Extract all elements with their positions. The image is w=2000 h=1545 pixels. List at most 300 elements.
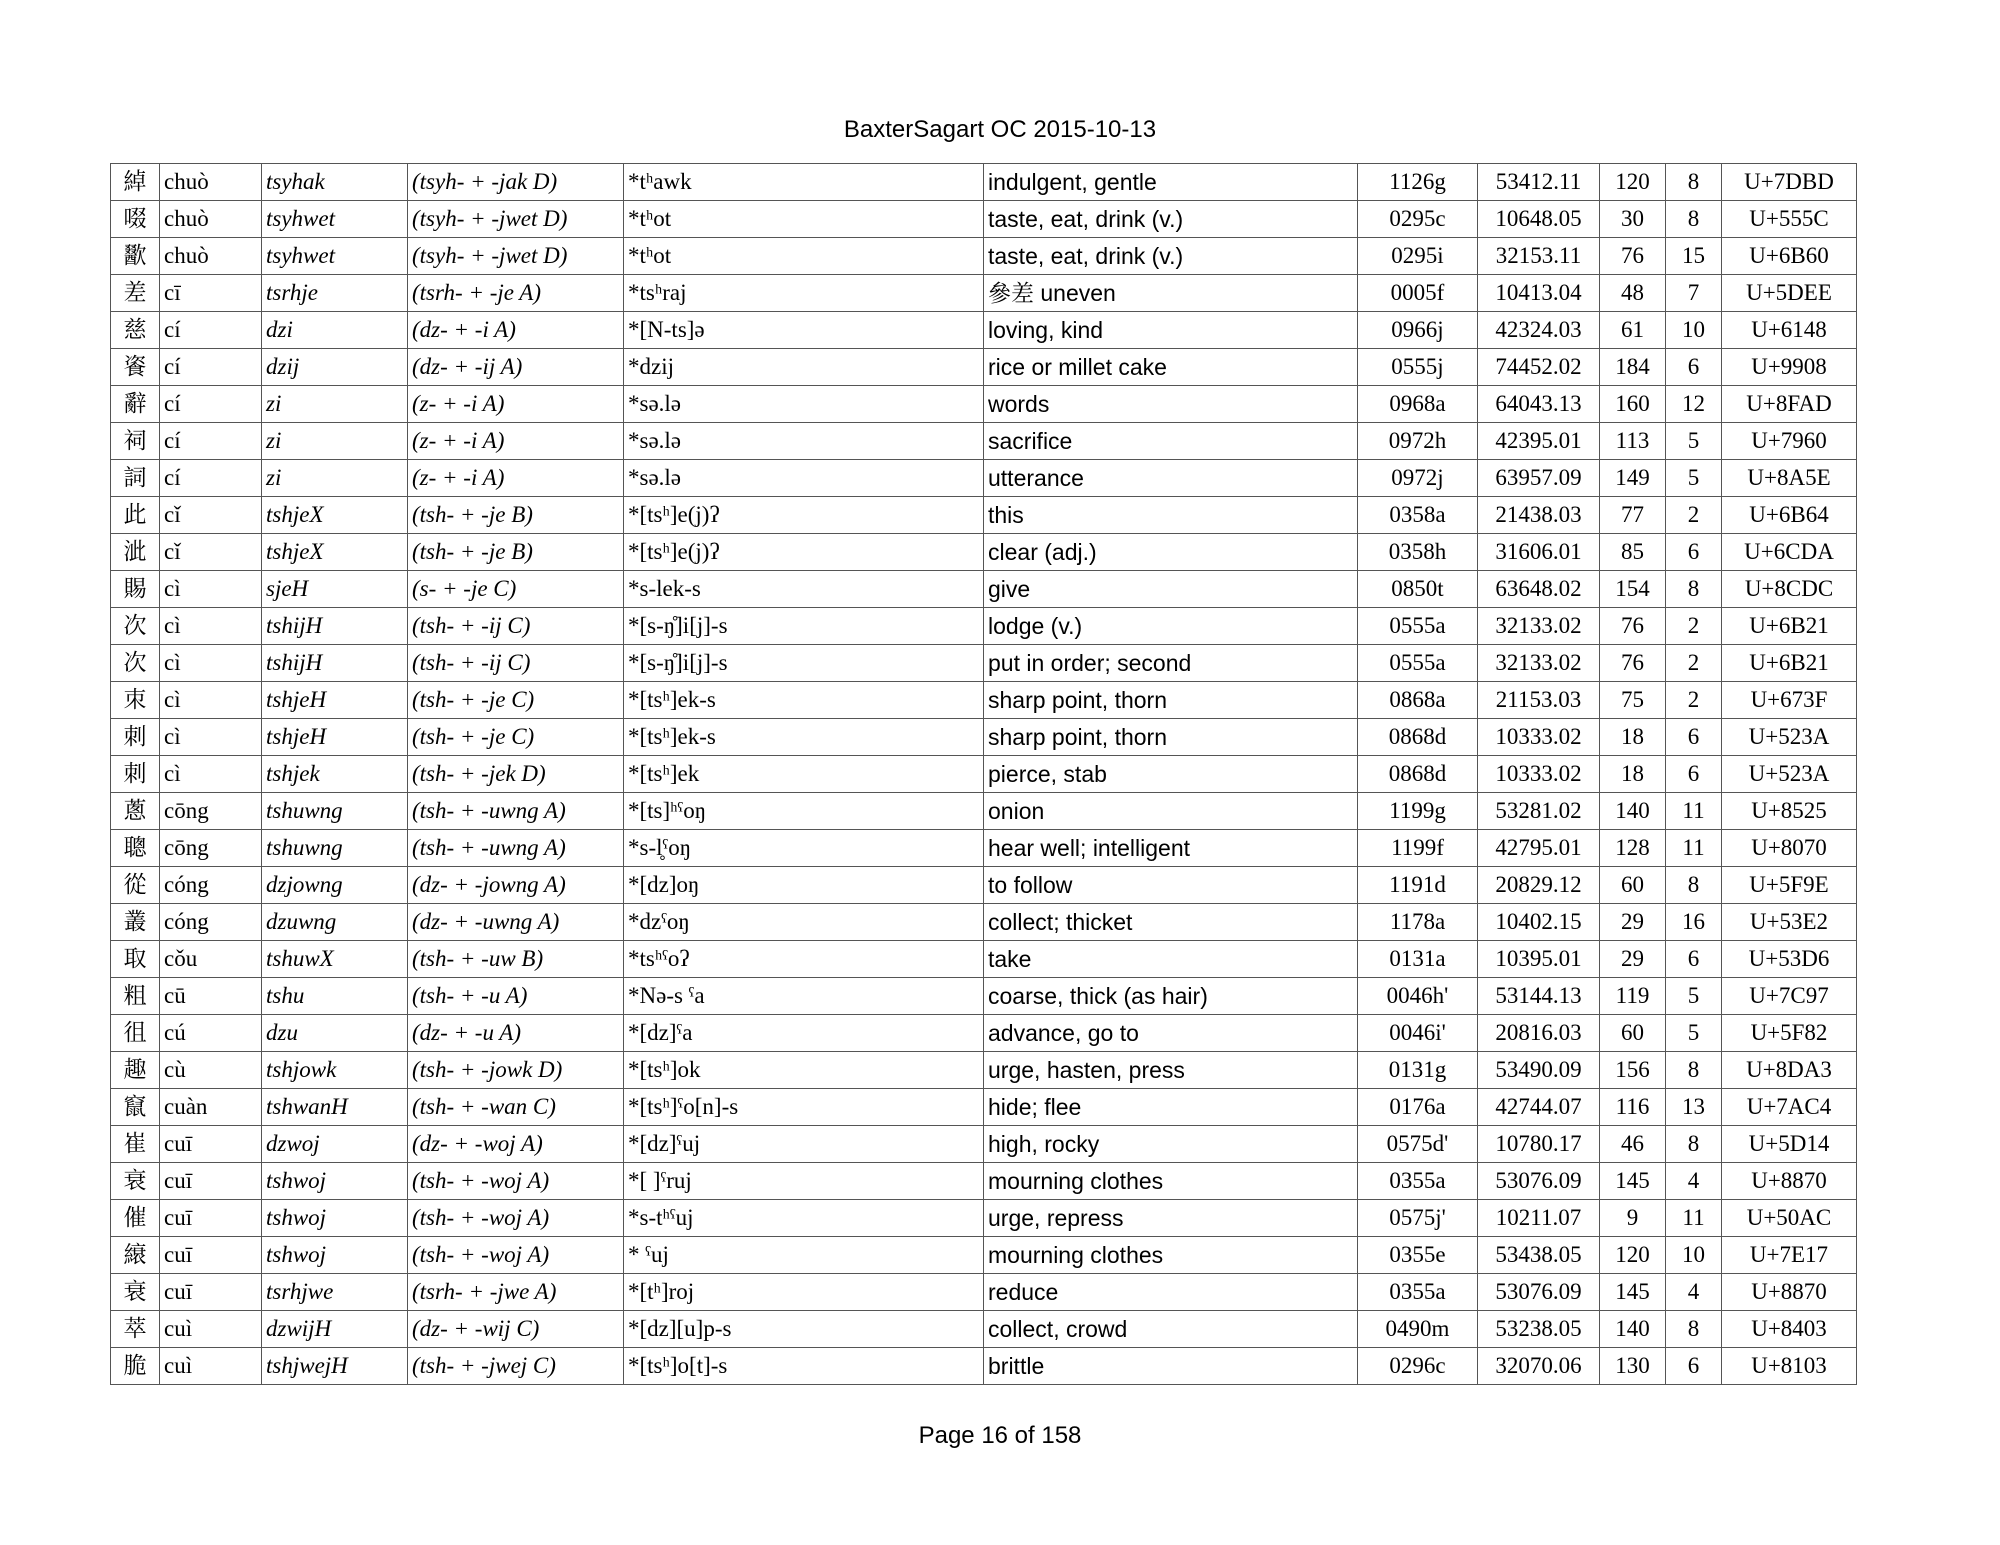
old-chinese-cell: *[tsʰ]ek-s: [624, 719, 984, 756]
radical-cell: 29: [1600, 941, 1666, 978]
mc-analysis-cell: (tsyh- + -jwet D): [408, 201, 624, 238]
pinyin-cell: chuò: [160, 201, 262, 238]
table-row: [111, 867, 1857, 904]
old-chinese-cell: *[tsʰ]o[t]-s: [624, 1348, 984, 1385]
pinyin-cell: cī: [160, 275, 262, 312]
table-row: [111, 1126, 1857, 1163]
character-cell: 催: [111, 1200, 160, 1237]
dictionary-ref-cell: 53281.02: [1478, 793, 1600, 830]
old-chinese-cell: * ˤuj: [624, 1237, 984, 1274]
old-chinese-cell: *s-l̥ˤoŋ: [624, 830, 984, 867]
gsr-cell: 0555a: [1358, 645, 1478, 682]
dictionary-ref-cell: 53076.09: [1478, 1274, 1600, 1311]
table-row: [111, 1200, 1857, 1237]
gsr-cell: 0131a: [1358, 941, 1478, 978]
table-row: [111, 1274, 1857, 1311]
old-chinese-cell: *[dz]oŋ: [624, 867, 984, 904]
dictionary-ref-cell: 10648.05: [1478, 201, 1600, 238]
table-row: [111, 571, 1857, 608]
dictionary-ref-cell: 53490.09: [1478, 1052, 1600, 1089]
gsr-cell: 0490m: [1358, 1311, 1478, 1348]
old-chinese-cell: *sə.lə: [624, 423, 984, 460]
pinyin-cell: cuì: [160, 1311, 262, 1348]
middle-chinese-cell: dzi: [262, 312, 408, 349]
pinyin-cell: cí: [160, 423, 262, 460]
stroke-count-cell: 6: [1666, 719, 1722, 756]
middle-chinese-cell: dzij: [262, 349, 408, 386]
gsr-cell: 1126g: [1358, 164, 1478, 201]
gloss-cell: utterance: [984, 460, 1358, 497]
stroke-count-cell: 16: [1666, 904, 1722, 941]
table-row: [111, 645, 1857, 682]
mc-analysis-cell: (tsh- + -wan C): [408, 1089, 624, 1126]
radical-cell: 145: [1600, 1163, 1666, 1200]
unicode-cell: U+8DA3: [1722, 1052, 1857, 1089]
pinyin-cell: cǐ: [160, 497, 262, 534]
pinyin-cell: cū: [160, 978, 262, 1015]
middle-chinese-cell: zi: [262, 423, 408, 460]
mc-analysis-cell: (tsh- + -woj A): [408, 1237, 624, 1274]
middle-chinese-cell: dzwijH: [262, 1311, 408, 1348]
dictionary-ref-cell: 20816.03: [1478, 1015, 1600, 1052]
table-row: [111, 978, 1857, 1015]
pinyin-cell: chuò: [160, 164, 262, 201]
gloss-cell: this: [984, 497, 1358, 534]
middle-chinese-cell: tshuwX: [262, 941, 408, 978]
old-chinese-cell: *sə.lə: [624, 460, 984, 497]
gsr-cell: 1191d: [1358, 867, 1478, 904]
middle-chinese-cell: tshwoj: [262, 1237, 408, 1274]
middle-chinese-cell: tshjeH: [262, 719, 408, 756]
gsr-cell: 0176a: [1358, 1089, 1478, 1126]
gloss-cell: sharp point, thorn: [984, 719, 1358, 756]
stroke-count-cell: 8: [1666, 1052, 1722, 1089]
dictionary-ref-cell: 42324.03: [1478, 312, 1600, 349]
stroke-count-cell: 6: [1666, 756, 1722, 793]
middle-chinese-cell: tshuwng: [262, 793, 408, 830]
dictionary-ref-cell: 63648.02: [1478, 571, 1600, 608]
gsr-cell: 0296c: [1358, 1348, 1478, 1385]
mc-analysis-cell: (s- + -je C): [408, 571, 624, 608]
stroke-count-cell: 10: [1666, 1237, 1722, 1274]
character-cell: 啜: [111, 201, 160, 238]
page-title: BaxterSagart OC 2015-10-13: [843, 116, 1157, 143]
unicode-cell: U+6B64: [1722, 497, 1857, 534]
stroke-count-cell: 4: [1666, 1163, 1722, 1200]
character-cell: 衰: [111, 1274, 160, 1311]
mc-analysis-cell: (dz- + -i A): [408, 312, 624, 349]
stroke-count-cell: 8: [1666, 1126, 1722, 1163]
unicode-cell: U+8870: [1722, 1274, 1857, 1311]
stroke-count-cell: 11: [1666, 830, 1722, 867]
dictionary-ref-cell: 21153.03: [1478, 682, 1600, 719]
table-row: [111, 497, 1857, 534]
mc-analysis-cell: (tsh- + -u A): [408, 978, 624, 1015]
dictionary-ref-cell: 42795.01: [1478, 830, 1600, 867]
mc-analysis-cell: (tsh- + -woj A): [408, 1200, 624, 1237]
old-chinese-cell: *[dz][u]p-s: [624, 1311, 984, 1348]
character-cell: 刺: [111, 719, 160, 756]
unicode-cell: U+8403: [1722, 1311, 1857, 1348]
dictionary-ref-cell: 53238.05: [1478, 1311, 1600, 1348]
gsr-cell: 0358h: [1358, 534, 1478, 571]
gloss-cell: rice or millet cake: [984, 349, 1358, 386]
middle-chinese-cell: tsyhwet: [262, 238, 408, 275]
gloss-cell: taste, eat, drink (v.): [984, 201, 1358, 238]
character-cell: 縗: [111, 1237, 160, 1274]
gsr-cell: 1199g: [1358, 793, 1478, 830]
middle-chinese-cell: tshwoj: [262, 1200, 408, 1237]
gloss-cell: collect, crowd: [984, 1311, 1358, 1348]
old-chinese-cell: *sə.lə: [624, 386, 984, 423]
gloss-cell: high, rocky: [984, 1126, 1358, 1163]
mc-analysis-cell: (dz- + -wij C): [408, 1311, 624, 1348]
table-row: [111, 164, 1857, 201]
mc-analysis-cell: (tsh- + -je C): [408, 682, 624, 719]
pinyin-cell: cóng: [160, 867, 262, 904]
table-row: [111, 1348, 1857, 1385]
gloss-cell: take: [984, 941, 1358, 978]
stroke-count-cell: 4: [1666, 1274, 1722, 1311]
middle-chinese-cell: tshjeX: [262, 534, 408, 571]
stroke-count-cell: 6: [1666, 1348, 1722, 1385]
dictionary-ref-cell: 53412.11: [1478, 164, 1600, 201]
gsr-cell: 0295c: [1358, 201, 1478, 238]
gsr-cell: 0355a: [1358, 1274, 1478, 1311]
radical-cell: 60: [1600, 867, 1666, 904]
mc-analysis-cell: (tsh- + -uw B): [408, 941, 624, 978]
unicode-cell: U+7E17: [1722, 1237, 1857, 1274]
gsr-cell: 0555j: [1358, 349, 1478, 386]
old-chinese-cell: *s-tʰˤuj: [624, 1200, 984, 1237]
radical-cell: 61: [1600, 312, 1666, 349]
table-row: [111, 830, 1857, 867]
unicode-cell: U+523A: [1722, 756, 1857, 793]
middle-chinese-cell: tshjwejH: [262, 1348, 408, 1385]
old-chinese-cell: *Nə-s ˤa: [624, 978, 984, 1015]
gloss-cell: lodge (v.): [984, 608, 1358, 645]
mc-analysis-cell: (tsh- + -je B): [408, 534, 624, 571]
radical-cell: 130: [1600, 1348, 1666, 1385]
stroke-count-cell: 8: [1666, 571, 1722, 608]
gloss-cell: hide; flee: [984, 1089, 1358, 1126]
old-chinese-cell: *[tsʰ]ek-s: [624, 682, 984, 719]
stroke-count-cell: 2: [1666, 645, 1722, 682]
character-cell: 崔: [111, 1126, 160, 1163]
table-row: [111, 682, 1857, 719]
unicode-cell: U+5F82: [1722, 1015, 1857, 1052]
mc-analysis-cell: (tsh- + -ij C): [408, 645, 624, 682]
pinyin-cell: cì: [160, 719, 262, 756]
dictionary-ref-cell: 21438.03: [1478, 497, 1600, 534]
table-row: [111, 719, 1857, 756]
unicode-cell: U+673F: [1722, 682, 1857, 719]
dictionary-ref-cell: 10413.04: [1478, 275, 1600, 312]
unicode-cell: U+8070: [1722, 830, 1857, 867]
middle-chinese-cell: tshuwng: [262, 830, 408, 867]
stroke-count-cell: 10: [1666, 312, 1722, 349]
pinyin-cell: cí: [160, 312, 262, 349]
pinyin-cell: cì: [160, 645, 262, 682]
dictionary-ref-cell: 10780.17: [1478, 1126, 1600, 1163]
mc-analysis-cell: (tsh- + -ij C): [408, 608, 624, 645]
character-cell: 綽: [111, 164, 160, 201]
gloss-cell: coarse, thick (as hair): [984, 978, 1358, 1015]
old-chinese-cell: *dzij: [624, 349, 984, 386]
radical-cell: 76: [1600, 238, 1666, 275]
pinyin-cell: cí: [160, 460, 262, 497]
gloss-cell: onion: [984, 793, 1358, 830]
old-chinese-cell: *[tsʰ]ek: [624, 756, 984, 793]
gsr-cell: 0005f: [1358, 275, 1478, 312]
stroke-count-cell: 11: [1666, 1200, 1722, 1237]
stroke-count-cell: 8: [1666, 164, 1722, 201]
pinyin-cell: cí: [160, 349, 262, 386]
stroke-count-cell: 5: [1666, 423, 1722, 460]
gsr-cell: 0868a: [1358, 682, 1478, 719]
radical-cell: 120: [1600, 164, 1666, 201]
table-row: [111, 275, 1857, 312]
pinyin-cell: cǒu: [160, 941, 262, 978]
old-chinese-cell: *[ts]ʰˤoŋ: [624, 793, 984, 830]
old-chinese-cell: *[tsʰ]ok: [624, 1052, 984, 1089]
old-chinese-cell: *[s-ŋ̊]i[j]-s: [624, 608, 984, 645]
table-row: [111, 756, 1857, 793]
stroke-count-cell: 8: [1666, 201, 1722, 238]
gloss-cell: pierce, stab: [984, 756, 1358, 793]
lexicon-body: [111, 164, 1857, 1385]
table-row: [111, 941, 1857, 978]
pinyin-cell: cuī: [160, 1163, 262, 1200]
stroke-count-cell: 5: [1666, 460, 1722, 497]
mc-analysis-cell: (tsrh- + -je A): [408, 275, 624, 312]
pinyin-cell: cí: [160, 386, 262, 423]
pinyin-cell: cì: [160, 682, 262, 719]
unicode-cell: U+7DBD: [1722, 164, 1857, 201]
table-row: [111, 238, 1857, 275]
old-chinese-cell: *[ ]ˤruj: [624, 1163, 984, 1200]
gsr-cell: 0358a: [1358, 497, 1478, 534]
table-row: [111, 423, 1857, 460]
dictionary-ref-cell: 64043.13: [1478, 386, 1600, 423]
unicode-cell: U+6CDA: [1722, 534, 1857, 571]
middle-chinese-cell: tshwanH: [262, 1089, 408, 1126]
gloss-cell: mourning clothes: [984, 1237, 1358, 1274]
gloss-cell: sacrifice: [984, 423, 1358, 460]
character-cell: 從: [111, 867, 160, 904]
pinyin-cell: cōng: [160, 830, 262, 867]
table-row: [111, 904, 1857, 941]
stroke-count-cell: 5: [1666, 978, 1722, 1015]
character-cell: 餈: [111, 349, 160, 386]
lexicon-table: [110, 163, 1857, 1385]
gloss-cell: brittle: [984, 1348, 1358, 1385]
middle-chinese-cell: tshu: [262, 978, 408, 1015]
radical-cell: 120: [1600, 1237, 1666, 1274]
pinyin-cell: cuàn: [160, 1089, 262, 1126]
gloss-cell: urge, repress: [984, 1200, 1358, 1237]
radical-cell: 149: [1600, 460, 1666, 497]
radical-cell: 140: [1600, 793, 1666, 830]
middle-chinese-cell: tshjowk: [262, 1052, 408, 1089]
mc-analysis-cell: (dz- + -ij A): [408, 349, 624, 386]
gsr-cell: 0972j: [1358, 460, 1478, 497]
table-row: [111, 386, 1857, 423]
mc-analysis-cell: (z- + -i A): [408, 460, 624, 497]
radical-cell: 113: [1600, 423, 1666, 460]
unicode-cell: U+7C97: [1722, 978, 1857, 1015]
middle-chinese-cell: tshjeX: [262, 497, 408, 534]
mc-analysis-cell: (tsh- + -woj A): [408, 1163, 624, 1200]
radical-cell: 145: [1600, 1274, 1666, 1311]
radical-cell: 48: [1600, 275, 1666, 312]
mc-analysis-cell: (tsh- + -uwng A): [408, 830, 624, 867]
mc-analysis-cell: (dz- + -woj A): [408, 1126, 624, 1163]
table-row: [111, 349, 1857, 386]
gloss-cell: words: [984, 386, 1358, 423]
unicode-cell: U+6B60: [1722, 238, 1857, 275]
dictionary-ref-cell: 32133.02: [1478, 608, 1600, 645]
middle-chinese-cell: tsyhwet: [262, 201, 408, 238]
table-row: [111, 1015, 1857, 1052]
gsr-cell: 0972h: [1358, 423, 1478, 460]
character-cell: 竄: [111, 1089, 160, 1126]
gsr-cell: 0868d: [1358, 719, 1478, 756]
gsr-cell: 0575j': [1358, 1200, 1478, 1237]
table-row: [111, 1163, 1857, 1200]
pinyin-cell: cì: [160, 608, 262, 645]
character-cell: 粗: [111, 978, 160, 1015]
radical-cell: 29: [1600, 904, 1666, 941]
mc-analysis-cell: (tsh- + -jowk D): [408, 1052, 624, 1089]
character-cell: 脆: [111, 1348, 160, 1385]
pinyin-cell: chuò: [160, 238, 262, 275]
stroke-count-cell: 2: [1666, 497, 1722, 534]
stroke-count-cell: 11: [1666, 793, 1722, 830]
character-cell: 刺: [111, 756, 160, 793]
gloss-cell: sharp point, thorn: [984, 682, 1358, 719]
table-row: [111, 793, 1857, 830]
gloss-cell: loving, kind: [984, 312, 1358, 349]
stroke-count-cell: 6: [1666, 941, 1722, 978]
stroke-count-cell: 8: [1666, 867, 1722, 904]
unicode-cell: U+8103: [1722, 1348, 1857, 1385]
stroke-count-cell: 13: [1666, 1089, 1722, 1126]
middle-chinese-cell: tsrhjwe: [262, 1274, 408, 1311]
character-cell: 衰: [111, 1163, 160, 1200]
dictionary-ref-cell: 10333.02: [1478, 719, 1600, 756]
radical-cell: 184: [1600, 349, 1666, 386]
unicode-cell: U+555C: [1722, 201, 1857, 238]
table-row: [111, 460, 1857, 497]
stroke-count-cell: 5: [1666, 1015, 1722, 1052]
table-row: [111, 608, 1857, 645]
pinyin-cell: cōng: [160, 793, 262, 830]
character-cell: 祠: [111, 423, 160, 460]
mc-analysis-cell: (dz- + -jowng A): [408, 867, 624, 904]
gsr-cell: 1178a: [1358, 904, 1478, 941]
gloss-cell: to follow: [984, 867, 1358, 904]
table-row: [111, 201, 1857, 238]
pinyin-cell: cù: [160, 1052, 262, 1089]
mc-analysis-cell: (tsh- + -jek D): [408, 756, 624, 793]
character-cell: 朿: [111, 682, 160, 719]
gsr-cell: 0355a: [1358, 1163, 1478, 1200]
stroke-count-cell: 2: [1666, 608, 1722, 645]
gsr-cell: 0968a: [1358, 386, 1478, 423]
gsr-cell: 0131g: [1358, 1052, 1478, 1089]
gsr-cell: 0868d: [1358, 756, 1478, 793]
dictionary-ref-cell: 42395.01: [1478, 423, 1600, 460]
gsr-cell: 0850t: [1358, 571, 1478, 608]
old-chinese-cell: *[dz]ˤuj: [624, 1126, 984, 1163]
pinyin-cell: cuī: [160, 1126, 262, 1163]
pinyin-cell: cóng: [160, 904, 262, 941]
middle-chinese-cell: tsrhje: [262, 275, 408, 312]
old-chinese-cell: *[tʰ]roj: [624, 1274, 984, 1311]
gloss-cell: mourning clothes: [984, 1163, 1358, 1200]
radical-cell: 46: [1600, 1126, 1666, 1163]
stroke-count-cell: 15: [1666, 238, 1722, 275]
pinyin-cell: cuī: [160, 1200, 262, 1237]
unicode-cell: U+7AC4: [1722, 1089, 1857, 1126]
dictionary-ref-cell: 32070.06: [1478, 1348, 1600, 1385]
pinyin-cell: cuì: [160, 1348, 262, 1385]
middle-chinese-cell: dzu: [262, 1015, 408, 1052]
unicode-cell: U+8870: [1722, 1163, 1857, 1200]
old-chinese-cell: *[N-ts]ə: [624, 312, 984, 349]
unicode-cell: U+6B21: [1722, 608, 1857, 645]
character-cell: 蔥: [111, 793, 160, 830]
mc-analysis-cell: (z- + -i A): [408, 386, 624, 423]
old-chinese-cell: *s-lek-s: [624, 571, 984, 608]
old-chinese-cell: *tʰot: [624, 238, 984, 275]
unicode-cell: U+9908: [1722, 349, 1857, 386]
middle-chinese-cell: dzwoj: [262, 1126, 408, 1163]
mc-analysis-cell: (tsyh- + -jak D): [408, 164, 624, 201]
gloss-cell: hear well; intelligent: [984, 830, 1358, 867]
middle-chinese-cell: tshijH: [262, 608, 408, 645]
dictionary-ref-cell: 32153.11: [1478, 238, 1600, 275]
dictionary-ref-cell: 32133.02: [1478, 645, 1600, 682]
radical-cell: 18: [1600, 719, 1666, 756]
unicode-cell: U+6B21: [1722, 645, 1857, 682]
radical-cell: 156: [1600, 1052, 1666, 1089]
radical-cell: 60: [1600, 1015, 1666, 1052]
radical-cell: 85: [1600, 534, 1666, 571]
dictionary-ref-cell: 31606.01: [1478, 534, 1600, 571]
dictionary-ref-cell: 10395.01: [1478, 941, 1600, 978]
radical-cell: 30: [1600, 201, 1666, 238]
dictionary-ref-cell: 42744.07: [1478, 1089, 1600, 1126]
page-footer: Page 16 of 158: [918, 1422, 1082, 1449]
mc-analysis-cell: (tsh- + -uwng A): [408, 793, 624, 830]
table-row: [111, 1089, 1857, 1126]
radical-cell: 160: [1600, 386, 1666, 423]
old-chinese-cell: *[tsʰ]ˤo[n]-s: [624, 1089, 984, 1126]
old-chinese-cell: *tʰawk: [624, 164, 984, 201]
radical-cell: 119: [1600, 978, 1666, 1015]
unicode-cell: U+7960: [1722, 423, 1857, 460]
radical-cell: 77: [1600, 497, 1666, 534]
pinyin-cell: cuī: [160, 1274, 262, 1311]
old-chinese-cell: *tʰot: [624, 201, 984, 238]
pinyin-cell: cú: [160, 1015, 262, 1052]
radical-cell: 154: [1600, 571, 1666, 608]
radical-cell: 140: [1600, 1311, 1666, 1348]
dictionary-ref-cell: 63957.09: [1478, 460, 1600, 497]
gsr-cell: 0966j: [1358, 312, 1478, 349]
